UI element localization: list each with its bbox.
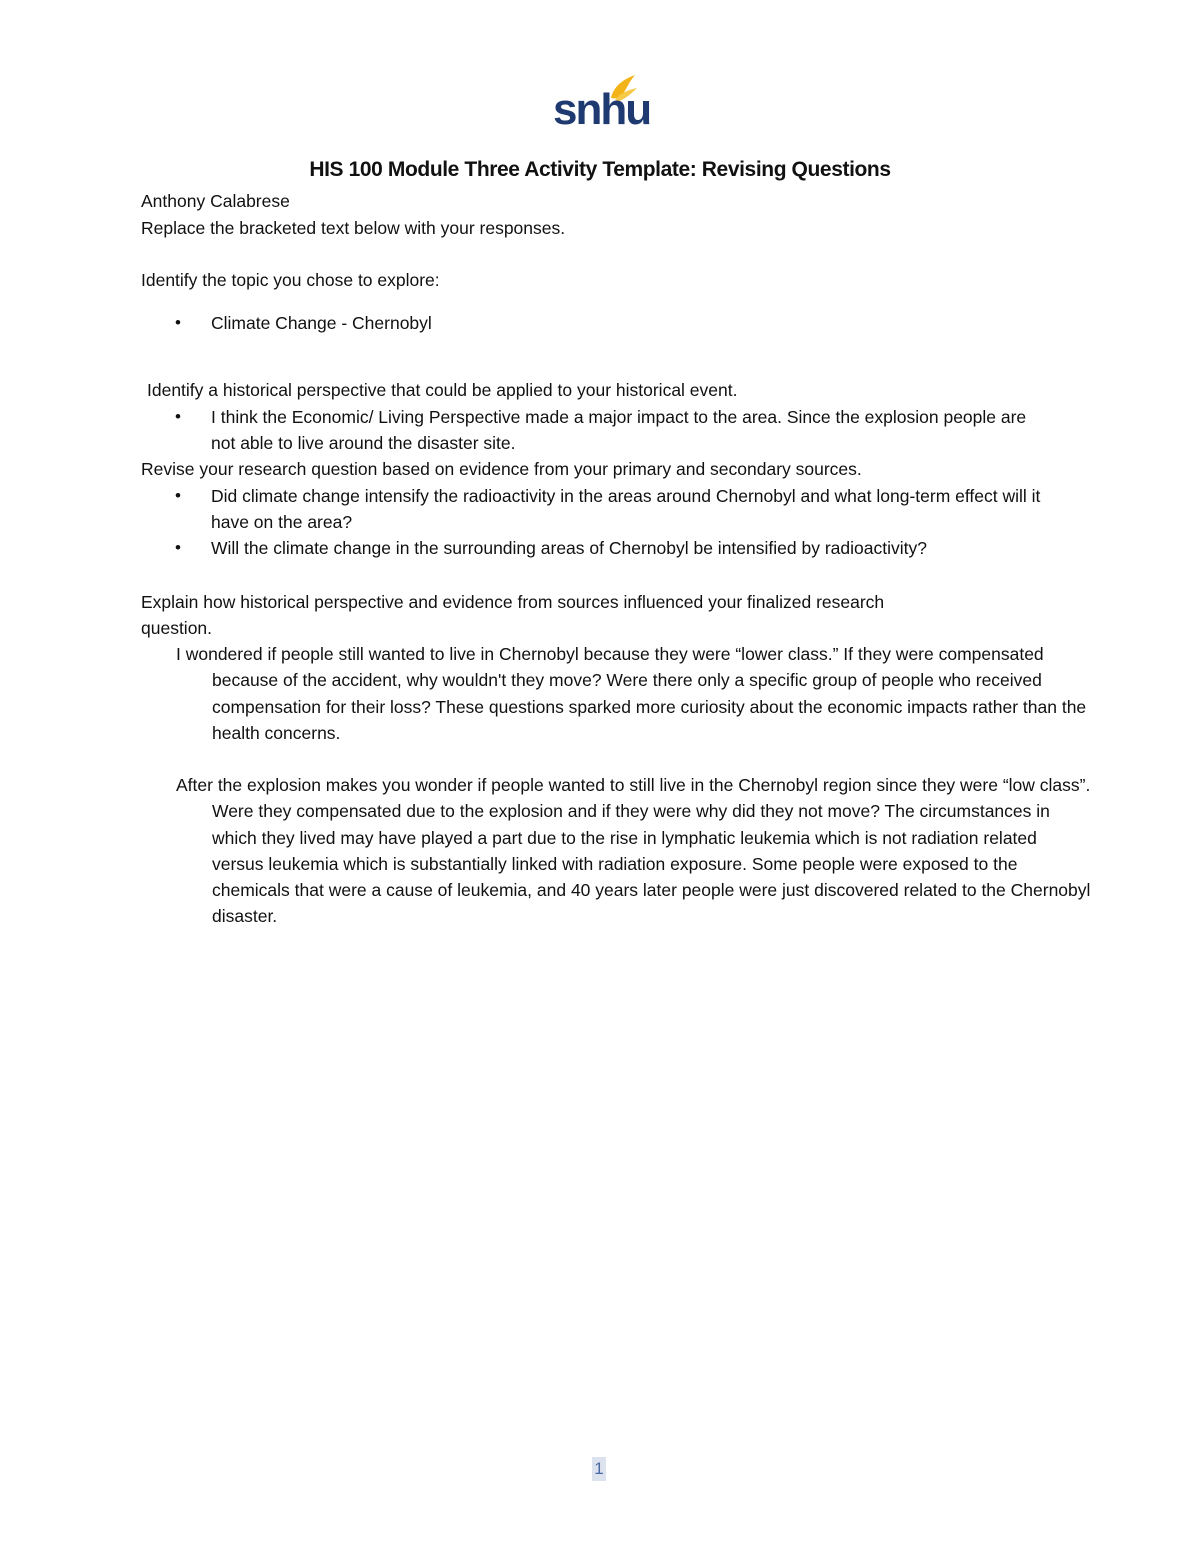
revise-bullet-text-2: Will the climate change in the surrounding areas of Chernobyl be intensified by radioactivity?	[211, 538, 927, 558]
list-item	[175, 404, 1055, 456]
perspective-prompt: Identify a historical perspective that could be applied to your historical event.	[147, 380, 738, 400]
bullet-icon: •	[175, 407, 181, 426]
list-item	[175, 535, 1075, 561]
list-item	[175, 483, 1075, 535]
bullet-icon: •	[175, 313, 181, 332]
logo-wordmark: snhu	[553, 85, 651, 134]
instructions-text: Replace the bracketed text below with your responses.	[141, 218, 566, 238]
snhu-logo	[553, 72, 651, 134]
author-name: Anthony Calabrese	[141, 191, 290, 211]
bullet-icon: •	[175, 486, 181, 505]
explain-prompt-line-1: Explain how historical perspective and evidence from sources influenced your finalized research	[141, 592, 885, 612]
revise-prompt: Revise your research question based on evidence from your primary and secondary sources.	[141, 459, 862, 479]
document-title: HIS 100 Module Three Activity Template: Revising Questions	[309, 158, 891, 181]
explain-paragraph-1: I wondered if people still wanted to live in Chernobyl because they were “lower class.” If they were compensated because of the accident, why wouldn't they move? Were there only a specific group of people who received compensation for their loss? These questions sparked more curiosity about the economic impacts rather than the health concerns.	[176, 644, 1087, 743]
revise-bullet-text-1: Did climate change intensify the radioactivity in the areas around Chernobyl and what long-term effect will it have on the area?	[211, 486, 1041, 532]
topic-bullet-text: Climate Change - Chernobyl	[211, 313, 432, 333]
explain-paragraph-2: After the explosion makes you wonder if people wanted to still live in the Chernobyl region since they were “low class”. Were they compensated due to the explosion and if they were why did they not move? The circumstances in which they lived may have played a part due to the rise in lymphatic leukemia which is not radiation related versus leukemia which is substantially linked with radiation exposure. Some people were exposed to the chemicals that were a cause of leukemia, and 40 years later people were just discovered related to the Chernobyl disaster.	[176, 775, 1091, 927]
page-number: 1	[592, 1457, 606, 1481]
perspective-bullet-text: I think the Economic/ Living Perspective made a major impact to the area. Since the explosion people are not able to live around the disaster site.	[211, 407, 1027, 453]
topic-prompt: Identify the topic you chose to explore:	[141, 270, 440, 290]
explain-prompt-line-2: question.	[141, 618, 213, 638]
list-item	[175, 310, 1075, 336]
bullet-icon: •	[175, 538, 181, 557]
